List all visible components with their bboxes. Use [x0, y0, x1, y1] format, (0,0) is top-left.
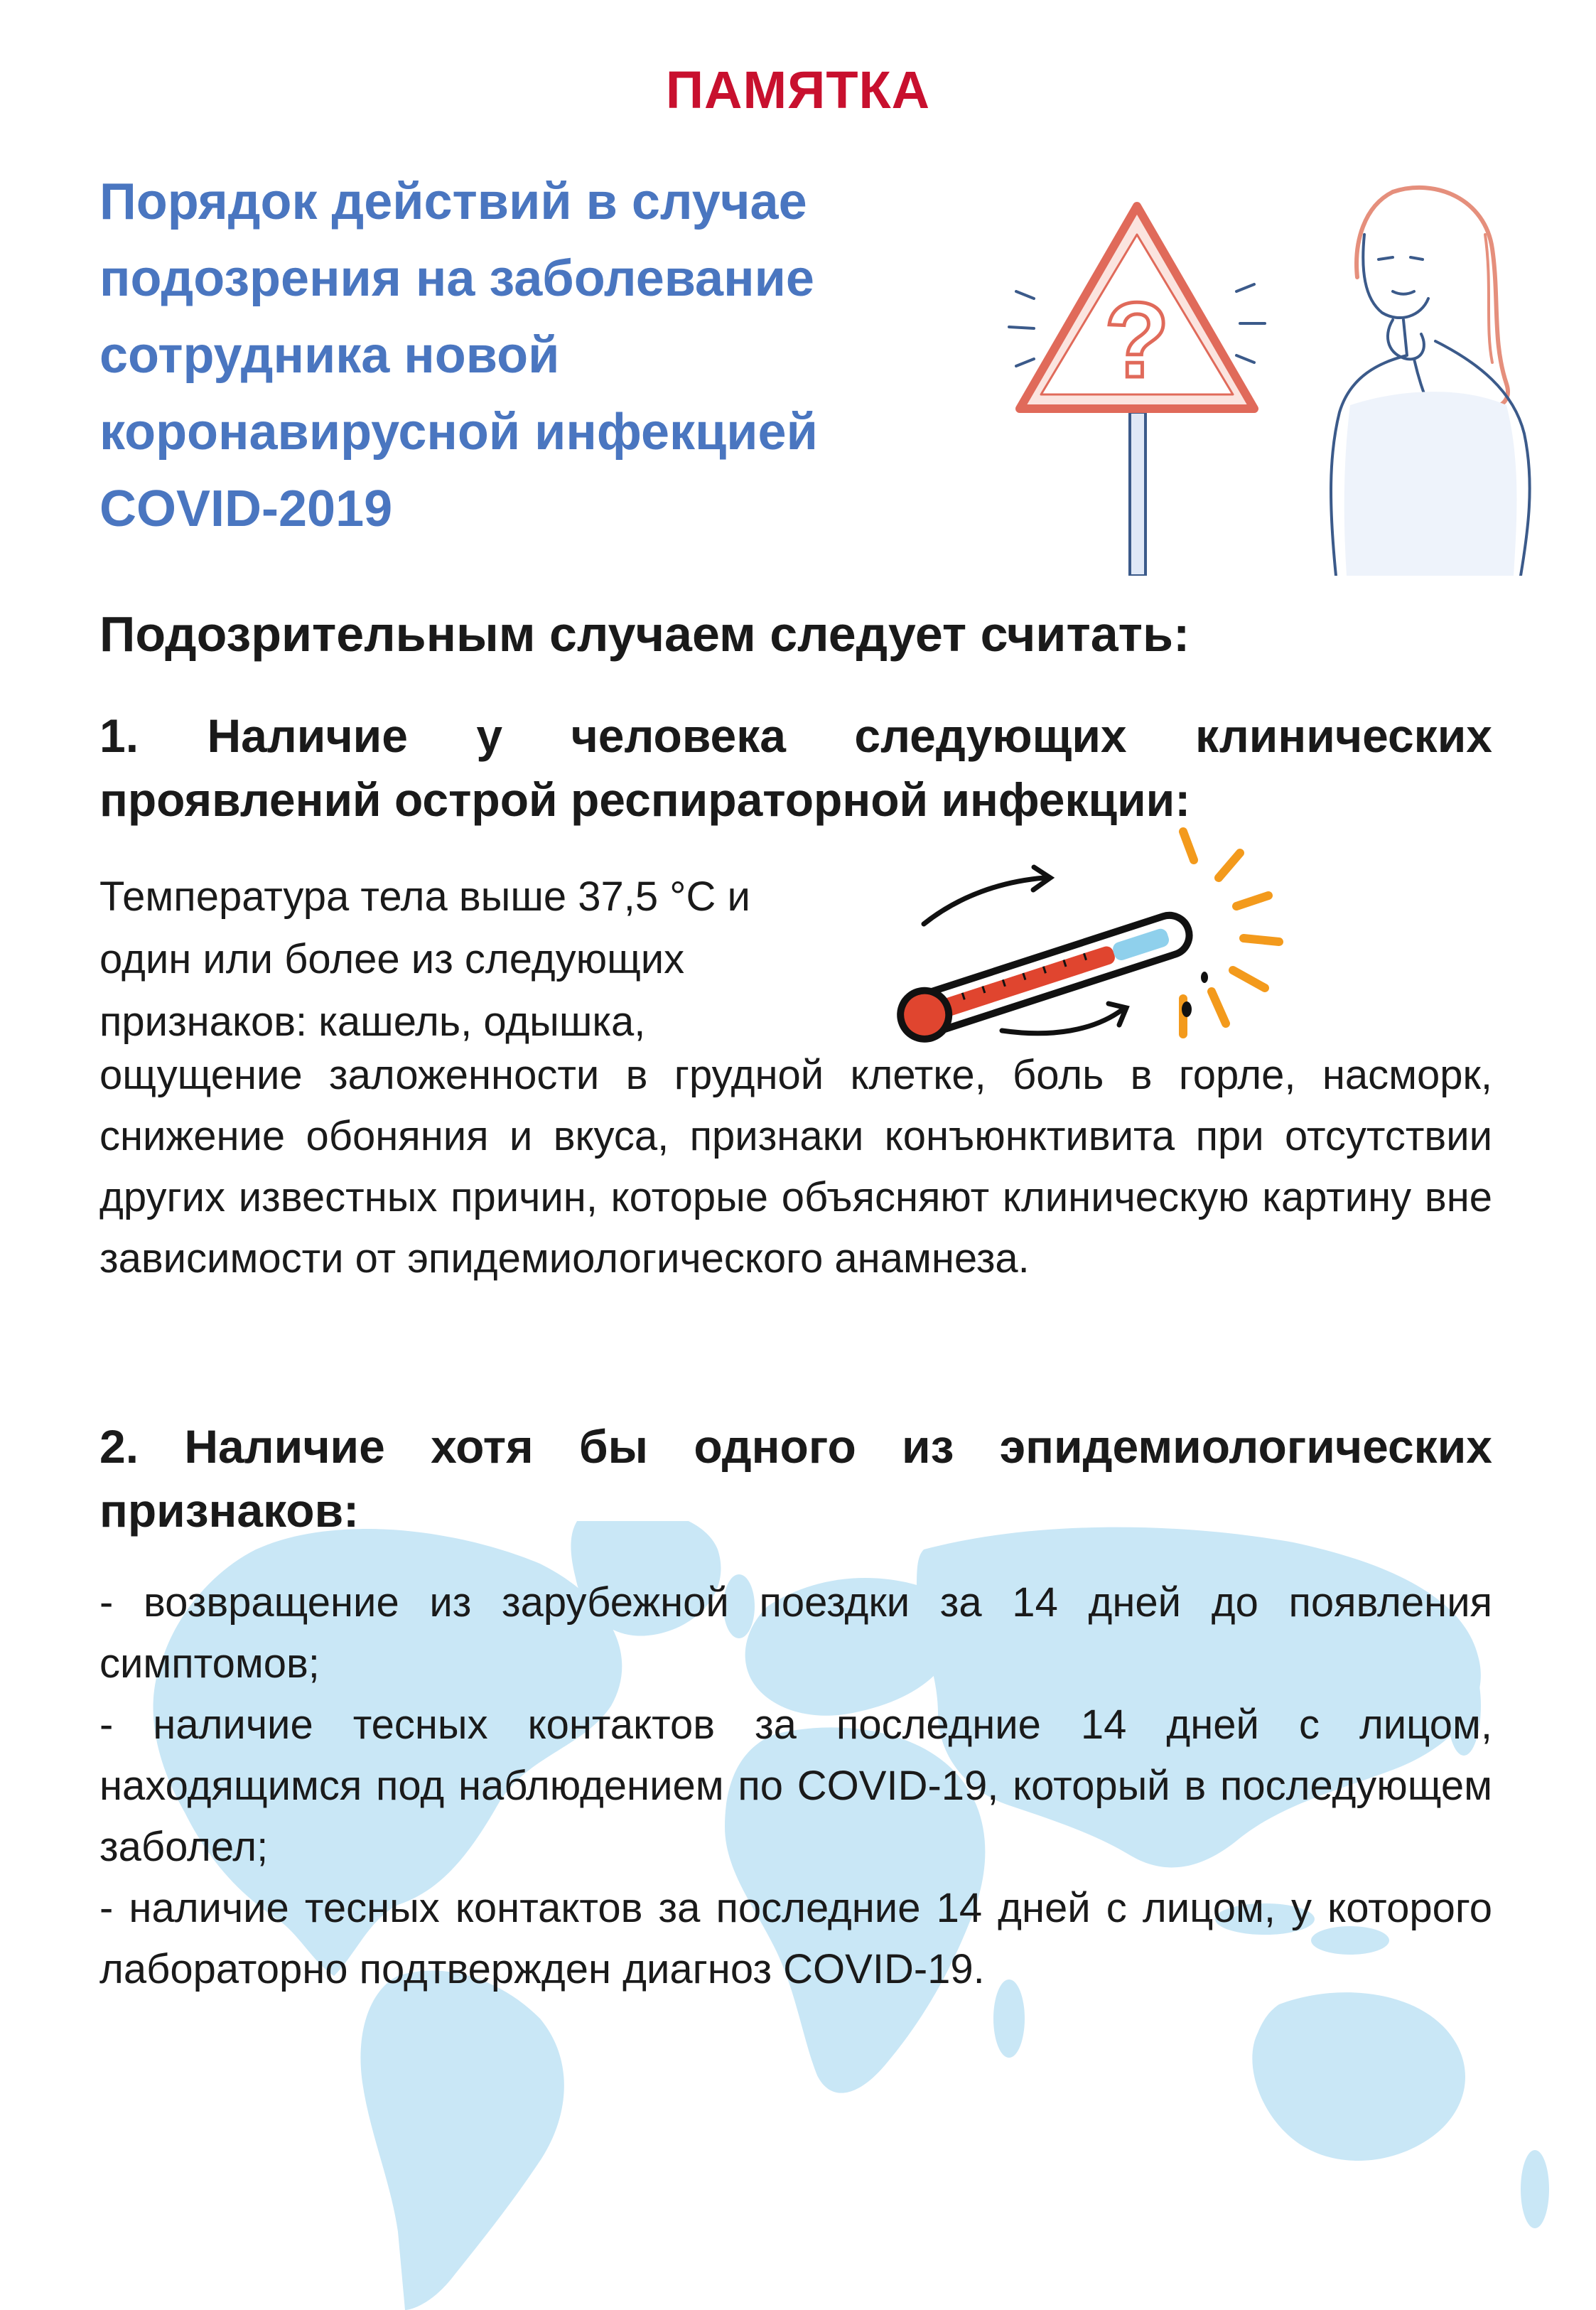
- point-1-body-text: ощущение заложенности в грудной клетке, боль в горле, насморк, снижение обоняния и вкуса, признаки конъюнктивита при отсутствии других известных причин, которые объясняют клиническую картину вне зависимости от эпидемиологического анамнеза.: [99, 1052, 1492, 1282]
- thermometer-icon: [881, 824, 1322, 1059]
- thinking-woman-figure: [1331, 188, 1530, 576]
- point-2-heading: 2. Наличие хотя бы одного из эпидемиологических признаков:: [99, 1420, 1492, 1537]
- sign-post: [1130, 412, 1145, 576]
- question-mark-icon: ?: [1104, 280, 1170, 399]
- section-heading: Подозрительным случаем следует считать:: [99, 606, 1190, 662]
- point-1-intro-text: Температура тела выше 37,5 °С и один или более из следующих признаков: кашель, одышка,: [99, 874, 750, 1045]
- document-label: ПАМЯТКА: [665, 60, 931, 119]
- document-title: Порядок действий в случае подозрения на заболевание сотрудника новой коронавирусной инфекцией COVID-2019: [99, 173, 818, 537]
- list-item: - наличие тесных контактов за последние 14 дней с лицом, у которого лабораторно подтвержден диагноз COVID-19.: [99, 1885, 1492, 1992]
- list-item: - наличие тесных контактов за последние 14 дней с лицом, находящимся под наблюдением по COVID-19, который в последующем заболел;: [99, 1702, 1492, 1870]
- warning-sign-woman-illustration: [995, 178, 1549, 576]
- point-1-heading: 1. Наличие у человека следующих клинических проявлений острой респираторной инфекции:: [99, 709, 1492, 826]
- list-item: - возвращение из зарубежной поездки за 14 дней до появления симптомов;: [99, 1579, 1492, 1687]
